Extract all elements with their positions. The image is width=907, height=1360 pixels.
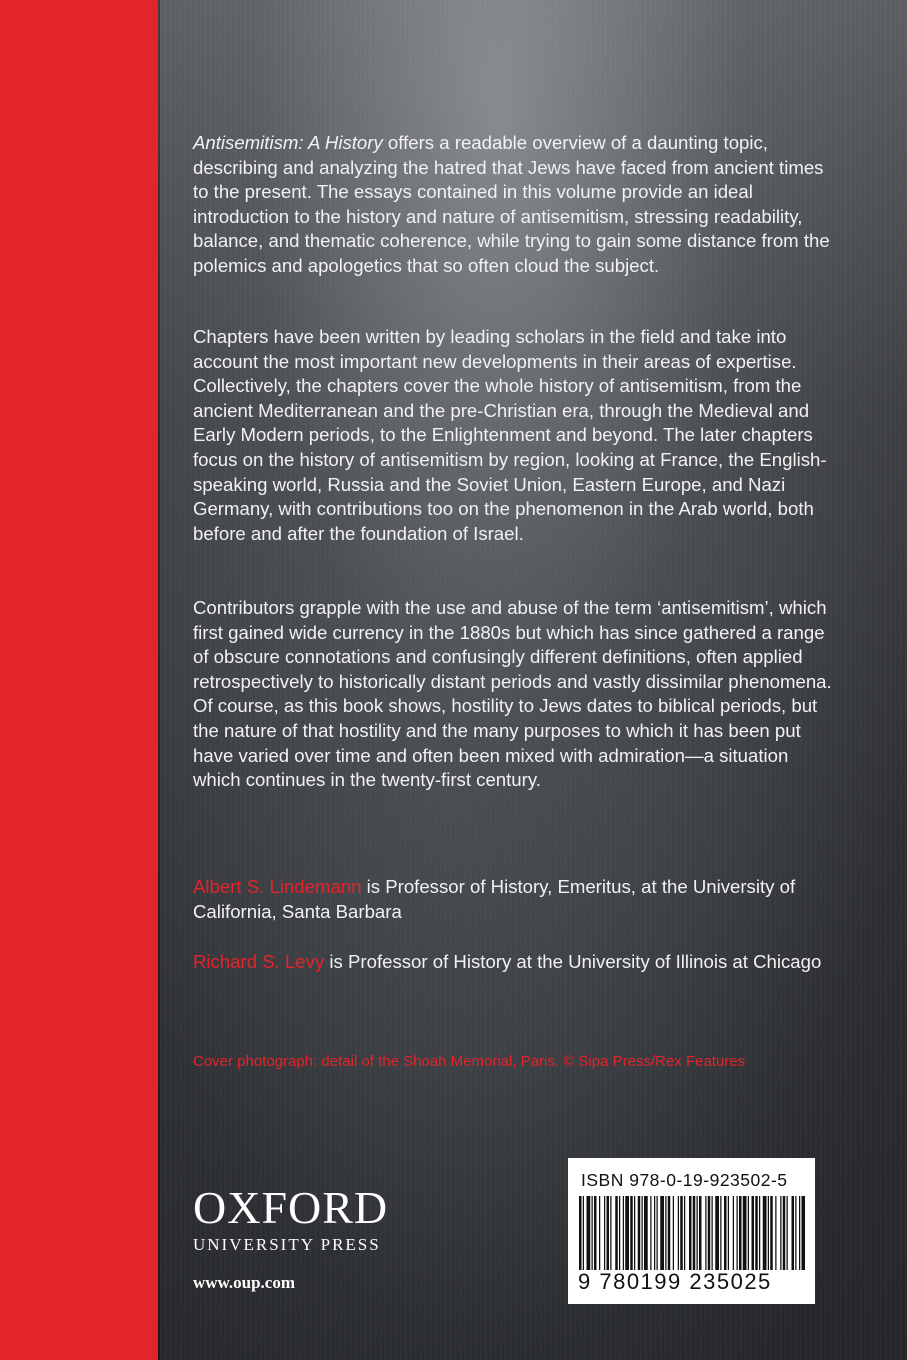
oxford-wordmark: OXFORD <box>193 1182 389 1233</box>
author-name: Albert S. Lindemann <box>193 876 362 897</box>
author-name: Richard S. Levy <box>193 951 325 972</box>
barcode-icon <box>579 1196 805 1270</box>
blurb-paragraph-2: Chapters have been written by leading scholars in the field and take into account the most important new developments in their areas of expertise. Collectively, the chapters cover the whole history of antisemitism, from the ancient Mediterranean and the pre-Christian era, through the Medieval and Early Modern periods, to the Enlightenment and beyond. The later chapters focus on the history of antisemitism by region, looking at France, the English-speaking world, Russia and the Soviet Union, Eastern Europe, and Nazi Germany, with contributions too on the phenomenon in the Arab world, both before and after the foundation of Israel. <box>193 326 827 544</box>
publisher-website: www.oup.com <box>193 1273 296 1292</box>
university-press-label: UNIVERSITY PRESS <box>193 1235 381 1254</box>
isbn-label: ISBN 978-0-19-923502-5 <box>581 1170 788 1190</box>
spine-edge-shadow <box>158 0 160 1360</box>
publisher-logo <box>193 1182 389 1255</box>
red-spine-strip <box>0 0 158 1360</box>
blurb-paragraph-1 <box>193 131 833 279</box>
barcode-digits: 9 780199 235025 <box>578 1269 772 1294</box>
author-bio-2 <box>193 950 833 975</box>
author-bio-1 <box>193 875 833 924</box>
isbn-barcode-box <box>568 1158 815 1304</box>
cover-photo-credit: Cover photograph: detail of the Shoah Memorial, Paris. © Sipa Press/Rex Features <box>193 1053 746 1070</box>
blurb-paragraph-1-text: offers a readable overview of a daunting topic, describing and analyzing the hatred that Jews have faced from ancient times to the present. The essays contained in this volume provide an ideal introduction to the history and nature of antisemitism, stressing readability, balance, and thematic coherence, while trying to gain some distance from the polemics and apologetics that so often cloud the subject. <box>193 132 830 276</box>
blurb-paragraph-3: Contributors grapple with the use and abuse of the term ‘antisemitism’, which first gained wide currency in the 1880s but which has since gathered a range of obscure connotations and confusingly different definitions, often applied retrospectively to historically distant periods and vastly dissimilar phenomena. Of course, as this book shows, hostility to Jews dates to biblical periods, but the nature of that hostility and the many purposes to which it has been put have varied over time and often been mixed with admiration—a situation which continues in the twenty-first century. <box>193 597 832 791</box>
author-bio-text: is Professor of History at the University of Illinois at Chicago <box>324 951 822 972</box>
author-bio-text: is Professor of History, Emeritus, at the University of California, Santa Barbara <box>193 876 796 922</box>
book-title: Antisemitism: A History <box>193 132 383 153</box>
